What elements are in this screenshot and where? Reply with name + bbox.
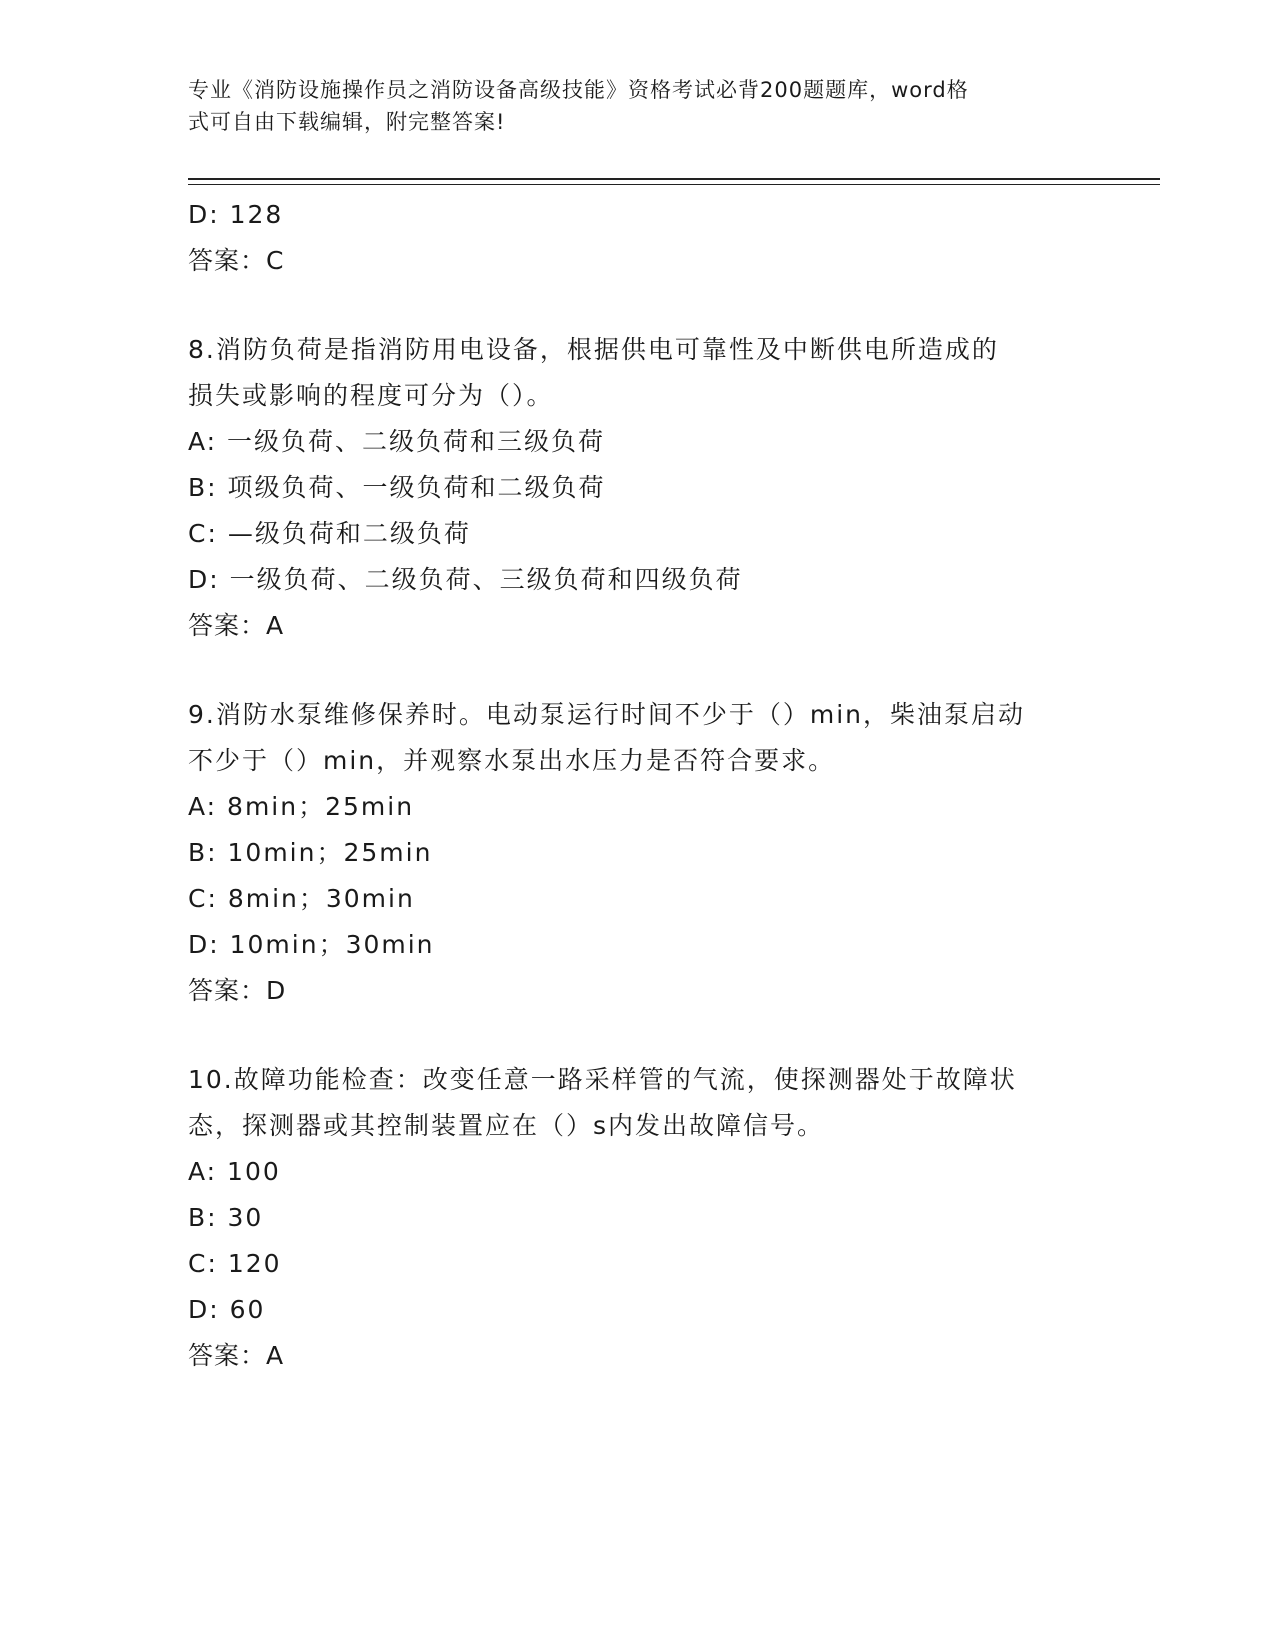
option-d: D: 128 [188,200,284,229]
answer-line: 答案：A [188,611,285,640]
option-b: B: 30 [188,1203,264,1232]
header-line-1: 专业《消防设施操作员之消防设备高级技能》资格考试必背200题题库，word格 [188,78,969,102]
option-c: C: 8min；30min [188,884,415,913]
header-line-2: 式可自由下载编辑，附完整答案! [188,110,506,134]
header-divider-thin [188,184,1160,185]
option-d: D: 一级负荷、二级负荷、三级负荷和四级负荷 [188,565,743,594]
answer-line: 答案：A [188,1341,285,1370]
answer-line: 答案：C [188,246,285,275]
option-a: A: 一级负荷、二级负荷和三级负荷 [188,427,606,456]
option-d: D: 10min；30min [188,930,435,959]
option-d: D: 60 [188,1295,266,1324]
question-list [188,192,1088,1379]
option-c: C: —级负荷和二级负荷 [188,519,471,548]
question-text-line-2: 态，探测器或其控制装置应在（）s内发出故障信号。 [188,1111,825,1140]
header-divider-thick [188,178,1160,180]
question-10 [188,1057,1088,1379]
question-text-line-1: 10.故障功能检查：改变任意一路采样管的气流，使探测器处于故障状 [188,1065,1017,1094]
question-text-line-2: 损失或影响的程度可分为（）。 [188,381,554,410]
option-b: B: 项级负荷、一级负荷和二级负荷 [188,473,606,502]
document-header [188,74,1068,138]
option-a: A: 100 [188,1157,281,1186]
option-c: C: 120 [188,1249,282,1278]
question-text-line-1: 8.消防负荷是指消防用电设备，根据供电可靠性及中断供电所造成的 [188,335,999,364]
option-b: B: 10min；25min [188,838,433,867]
question-text-line-2: 不少于（）min，并观察水泵出水压力是否符合要求。 [188,746,836,775]
question-8 [188,327,1088,649]
question-7-tail [188,192,1088,284]
answer-line: 答案：D [188,976,287,1005]
question-text-line-1: 9.消防水泵维修保养时。电动泵运行时间不少于（）min，柴油泵启动 [188,700,1025,729]
option-a: A: 8min；25min [188,792,415,821]
question-9 [188,692,1088,1014]
